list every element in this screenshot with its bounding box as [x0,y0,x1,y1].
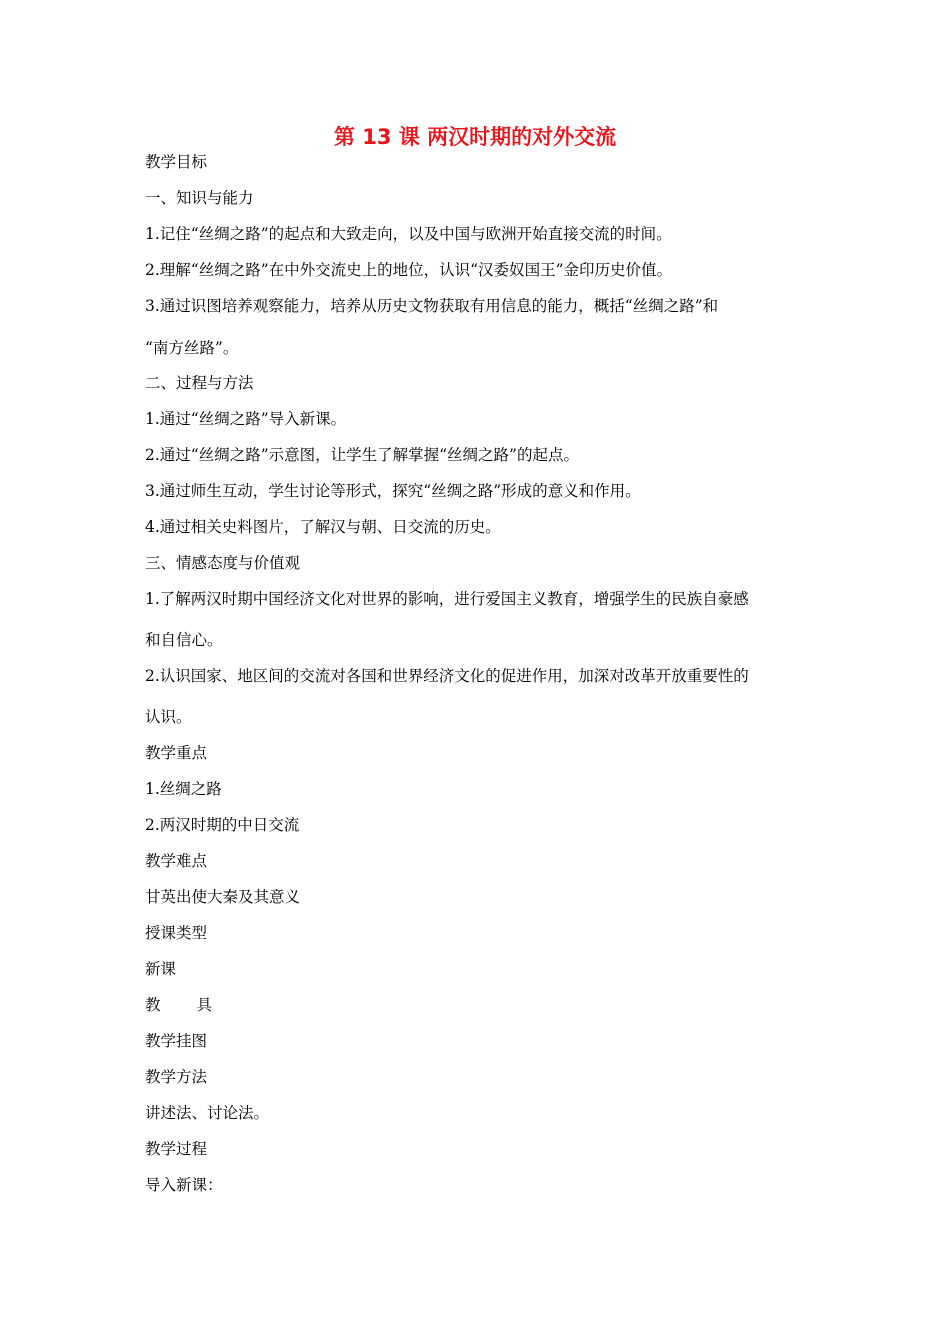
process-item-3: 3.通过师生互动，学生讨论等形式，探究“丝绸之路”形成的意义和作用。 [145,482,641,500]
process-item-4: 4.通过相关史料图片，了解汉与朝、日交流的历史。 [145,518,501,536]
difficult-point: 甘英出使大秦及其意义 [145,888,301,906]
emotion-item-2-cont: 认识。 [145,708,192,726]
heading-lesson-type: 授课类型 [145,924,208,942]
key-point-2: 2.两汉时期的中日交流 [145,816,300,834]
key-point-1: 1.丝绸之路 [145,780,222,798]
tools-char-1: 教 [145,996,161,1014]
knowledge-item-2: 2.理解“丝绸之路”在中外交流史上的地位，认识“汉委奴国王”金印历史价值。 [145,261,672,279]
heading-process-method: 二、过程与方法 [145,374,254,392]
process-item-1: 1.通过“丝绸之路”导入新课。 [145,410,347,428]
emotion-item-2: 2.认识国家、地区间的交流对各国和世界经济文化的促进作用，加深对改革开放重要性的 [145,667,749,685]
teaching-methods: 讲述法、讨论法。 [145,1104,270,1122]
heading-teaching-tools [145,994,815,1016]
lesson-type: 新课 [145,960,177,978]
heading-teaching-goals: 教学目标 [145,153,208,171]
knowledge-item-3-cont: “南方丝路”。 [145,339,239,357]
teaching-tools: 教学挂图 [145,1032,208,1050]
knowledge-item-3: 3.通过识图培养观察能力，培养从历史文物获取有用信息的能力，概括“丝绸之路”和 [145,297,719,315]
heading-knowledge-ability: 一、知识与能力 [145,189,254,207]
heading-difficult-points: 教学难点 [145,852,208,870]
emotion-item-1-cont: 和自信心。 [145,631,223,649]
heading-teaching-methods: 教学方法 [145,1068,208,1086]
intro-new-lesson: 导入新课： [145,1176,223,1194]
process-item-2: 2.通过“丝绸之路”示意图，让学生了解掌握“丝绸之路”的起点。 [145,446,579,464]
heading-teaching-process: 教学过程 [145,1140,208,1158]
tools-char-2: 具 [196,996,213,1014]
document-title: 第 13 课 两汉时期的对外交流 [333,125,617,149]
heading-key-points: 教学重点 [145,744,208,762]
emotion-item-1: 1.了解两汉时期中国经济文化对世界的影响，进行爱国主义教育，增强学生的民族自豪感 [145,590,749,608]
knowledge-item-1: 1.记住“丝绸之路”的起点和大致走向，以及中国与欧洲开始直接交流的时间。 [145,225,672,243]
heading-emotion-values: 三、情感态度与价值观 [145,554,301,572]
